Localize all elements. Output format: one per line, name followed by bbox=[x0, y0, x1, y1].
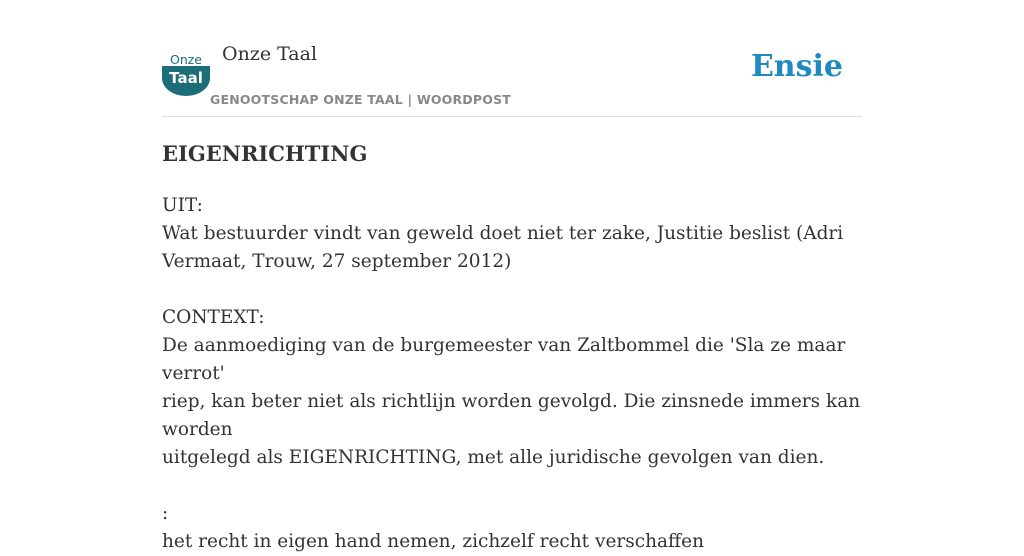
context-section bbox=[162, 304, 867, 472]
source-line: Wat bestuurder vindt van geweld doet niet ter zake, Justitie beslist (Adri bbox=[162, 223, 844, 244]
context-line: riep, kan beter niet als richtlijn worden gevolgd. Die zinsnede immers kan worden bbox=[162, 391, 861, 440]
site-header bbox=[162, 40, 862, 117]
site-name[interactable]: Onze Taal bbox=[222, 43, 318, 65]
ensie-brand-link[interactable]: Ensie bbox=[750, 49, 843, 84]
onze-taal-logo[interactable] bbox=[162, 52, 210, 96]
entry-content bbox=[162, 140, 867, 556]
logo-top-text: Onze bbox=[169, 52, 203, 67]
definition-section bbox=[162, 500, 867, 556]
definition-label: : bbox=[162, 503, 169, 524]
source-line: Vermaat, Trouw, 27 september 2012) bbox=[162, 251, 512, 272]
context-line: uitgelegd als EIGENRICHTING, met alle juridische gevolgen van dien. bbox=[162, 447, 825, 468]
definition-text: het recht in eigen hand nemen, zichzelf recht verschaffen bbox=[162, 531, 705, 552]
source-section bbox=[162, 192, 867, 276]
site-subtitle: GENOOTSCHAP ONZE TAAL | WOORDPOST bbox=[210, 92, 512, 107]
context-label: CONTEXT: bbox=[162, 307, 265, 328]
page bbox=[162, 0, 862, 552]
source-label: UIT: bbox=[162, 195, 203, 216]
logo-bottom-text: Taal bbox=[169, 69, 203, 87]
context-line: De aanmoediging van de burgemeester van Zaltbommel die 'Sla ze maar verrot' bbox=[162, 335, 846, 384]
entry-word: EIGENRICHTING bbox=[162, 141, 368, 166]
